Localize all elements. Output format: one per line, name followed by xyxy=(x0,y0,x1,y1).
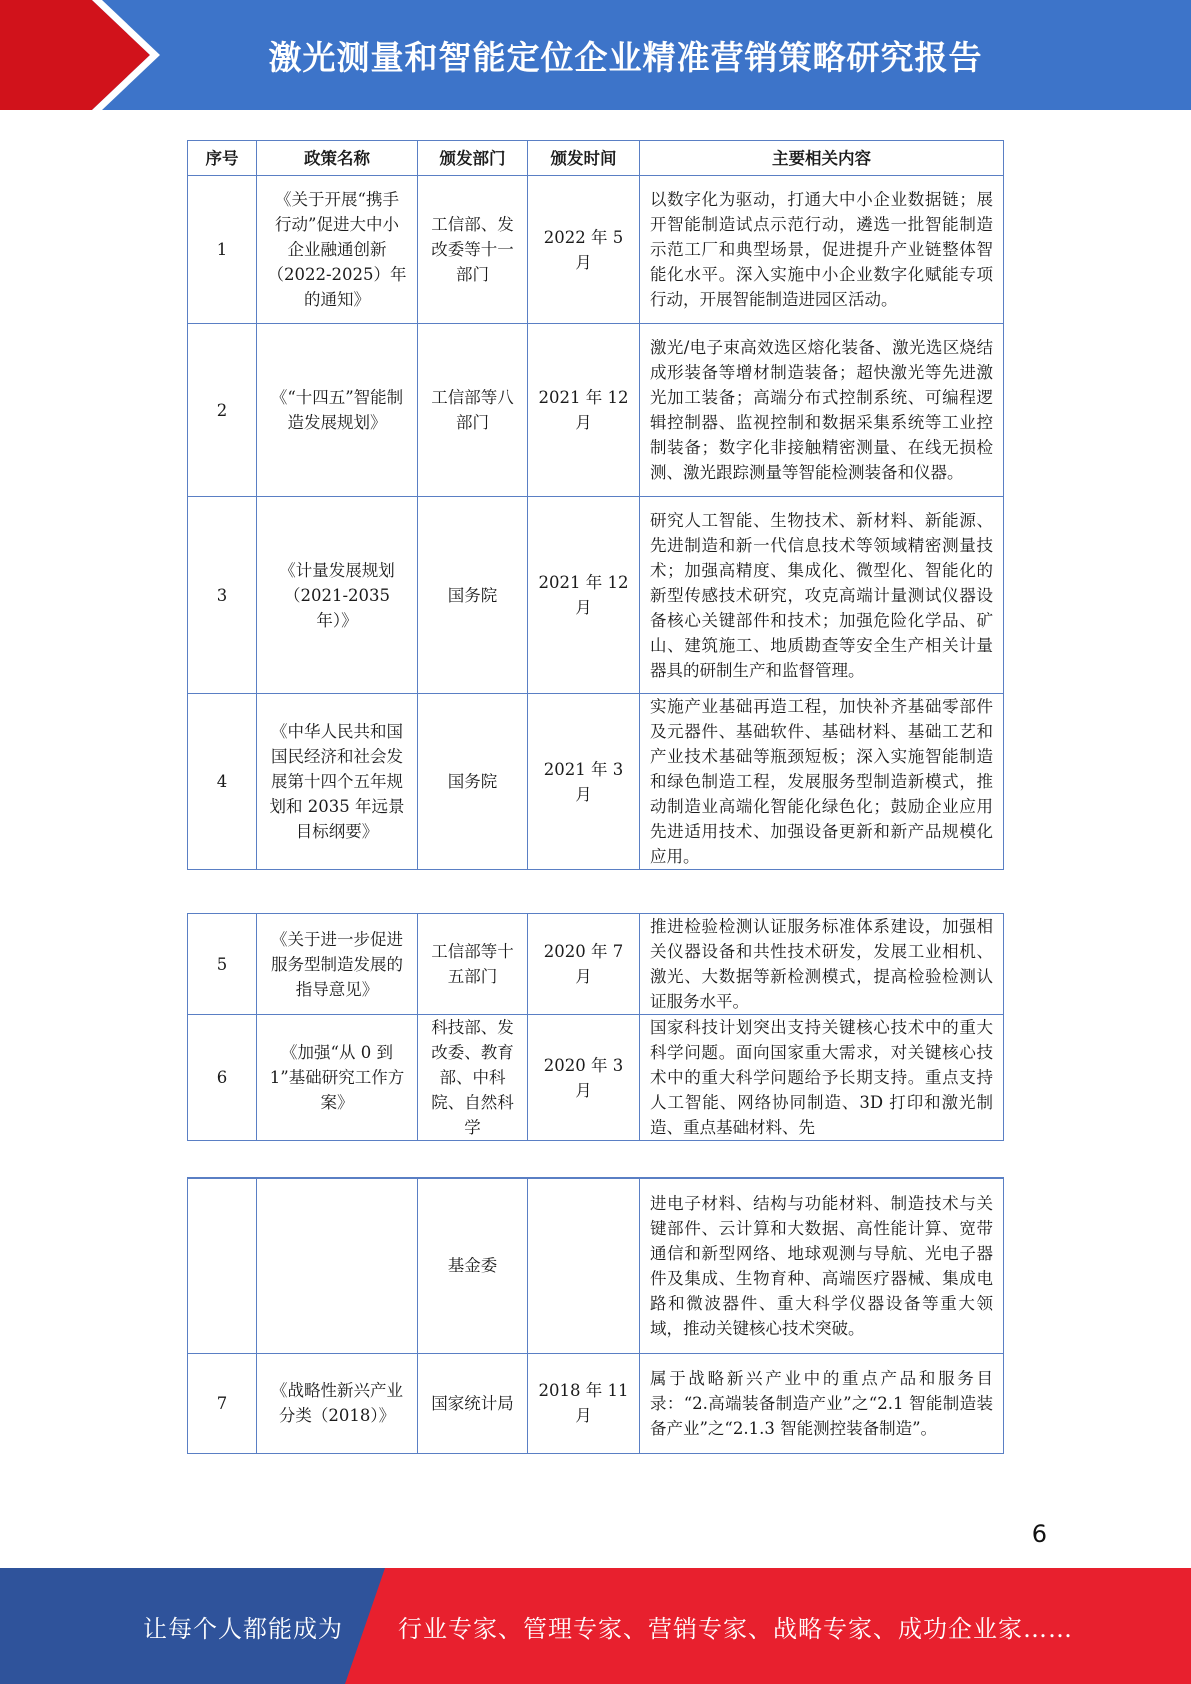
row-no xyxy=(188,1178,257,1353)
table-row xyxy=(188,1353,1004,1453)
header-cell-date: 颁发时间 xyxy=(528,141,640,176)
header-cell-dept: 颁发部门 xyxy=(418,141,528,176)
row-no: 2 xyxy=(188,324,257,497)
row-content: 研究人工智能、生物技术、新材料、新能源、先进制造和新一代信息技术等领域精密测量技术；加强高精度、集成化、微型化、智能化的新型传感技术研究，攻克高端计量测试仪器设备核心关键部件和技术；加强危险化学品、矿山、建筑施工、地质勘查等安全生产相关计量器具的研制生产和监督管理。 xyxy=(640,497,1004,694)
row-policy-name: 《战略性新兴产业分类（2018）》 xyxy=(257,1353,418,1453)
row-dept: 工信部等八部门 xyxy=(418,324,528,497)
row-dept: 国家统计局 xyxy=(418,1353,528,1453)
table-row xyxy=(188,914,1004,1015)
table-header-row xyxy=(188,141,1004,176)
footer-slogan-left: 让每个人都能成为 xyxy=(143,1614,343,1643)
row-date xyxy=(528,1178,640,1353)
row-policy-name: 《加强“从 0 到 1”基础研究工作方案》 xyxy=(257,1015,418,1141)
row-no: 1 xyxy=(188,176,257,324)
page-header xyxy=(0,0,1191,110)
row-content: 实施产业基础再造工程，加快补齐基础零部件及元器件、基础软件、基础材料、基础工艺和产业技术基础等瓶颈短板；深入实施智能制造和绿色制造工程，发展服务型制造新模式，推动制造业高端化智能化绿色化；鼓励企业应用先进适用技术、加强设备更新和新产品规模化应用。 xyxy=(640,694,1004,870)
row-content: 激光/电子束高效选区熔化装备、激光选区烧结成形装备等增材制造装备；超快激光等先进激光加工装备；高端分布式控制系统、可编程逻辑控制器、监视控制和数据采集系统等工业控制装备；数字化非接触精密测量、在线无损检测、激光跟踪测量等智能检测装备和仪器。 xyxy=(640,324,1004,497)
row-date: 2021 年 12 月 xyxy=(528,497,640,694)
policy-table-continued xyxy=(187,913,1004,1141)
row-dept: 基金委 xyxy=(418,1178,528,1353)
header-cell-no: 序号 xyxy=(188,141,257,176)
row-dept: 科技部、发改委、教育部、中科院、自然科学 xyxy=(418,1015,528,1141)
row-dept: 工信部、发改委等十一部门 xyxy=(418,176,528,324)
row-date: 2020 年 3 月 xyxy=(528,1015,640,1141)
row-no: 5 xyxy=(188,914,257,1015)
row-content: 以数字化为驱动，打通大中小企业数据链；展开智能制造试点示范行动，遴选一批智能制造示范工厂和典型场景，促进提升产业链整体智能化水平。深入实施中小企业数字化赋能专项行动，开展智能制造进园区活动。 xyxy=(640,176,1004,324)
row-policy-name: 《中华人民共和国国民经济和社会发展第十四个五年规划和 2035 年远景目标纲要》 xyxy=(257,694,418,870)
row-date: 2020 年 7 月 xyxy=(528,914,640,1015)
row-no: 7 xyxy=(188,1353,257,1453)
row-dept: 国务院 xyxy=(418,497,528,694)
row-no: 4 xyxy=(188,694,257,870)
row-date: 2021 年 3 月 xyxy=(528,694,640,870)
row-dept: 国务院 xyxy=(418,694,528,870)
row-policy-name: 《关于开展“携手行动”促进大中小企业融通创新（2022-2025）年的通知》 xyxy=(257,176,418,324)
header-cell-name: 政策名称 xyxy=(257,141,418,176)
report-title: 激光测量和智能定位企业精准营销策略研究报告 xyxy=(268,37,983,77)
policy-table xyxy=(187,140,1004,870)
row-no: 3 xyxy=(188,497,257,694)
row-content: 进电子材料、结构与功能材料、制造技术与关键部件、云计算和大数据、高性能计算、宽带通信和新型网络、地球观测与导航、光电子器件及集成、生物育种、高端医疗器械、集成电路和微波器件、重大科学仪器设备等重大领域，推动关键核心技术突破。 xyxy=(640,1178,1004,1353)
header-cell-content: 主要相关内容 xyxy=(640,141,1004,176)
row-policy-name: 《关于进一步促进服务型制造发展的指导意见》 xyxy=(257,914,418,1015)
row-date: 2021 年 12 月 xyxy=(528,324,640,497)
header-red-arrow xyxy=(0,0,150,110)
row-policy-name: 《“十四五”智能制造发展规划》 xyxy=(257,324,418,497)
table-row xyxy=(188,694,1004,870)
table-row xyxy=(188,497,1004,694)
table-row xyxy=(188,324,1004,497)
row-dept: 工信部等十五部门 xyxy=(418,914,528,1015)
policy-table-continued-2 xyxy=(187,1177,1004,1454)
row-no: 6 xyxy=(188,1015,257,1141)
table-row xyxy=(188,1178,1004,1353)
page-footer xyxy=(0,1568,1191,1684)
row-date: 2018 年 11 月 xyxy=(528,1353,640,1453)
row-content: 国家科技计划突出支持关键核心技术中的重大科学问题。面向国家重大需求，对关键核心技术中的重大科学问题给予长期支持。重点支持人工智能、网络协同制造、3D 打印和激光制造、重点基础材料、先 xyxy=(640,1015,1004,1141)
page-number: 6 xyxy=(1031,1520,1047,1548)
table-row xyxy=(188,176,1004,324)
row-policy-name: 《计量发展规划（2021-2035 年）》 xyxy=(257,497,418,694)
footer-slogan-right: 行业专家、管理专家、营销专家、战略专家、成功企业家…… xyxy=(398,1614,1073,1643)
row-policy-name xyxy=(257,1178,418,1353)
table-row xyxy=(188,1015,1004,1141)
row-content: 属于战略新兴产业中的重点产品和服务目录：“2.高端装备制造产业”之“2.1 智能制造装备产业”之“2.1.3 智能测控装备制造”。 xyxy=(640,1353,1004,1453)
row-content: 推进检验检测认证服务标准体系建设，加强相关仪器设备和共性技术研发，发展工业相机、激光、大数据等新检测模式，提高检验检测认证服务水平。 xyxy=(640,914,1004,1015)
row-date: 2022 年 5 月 xyxy=(528,176,640,324)
